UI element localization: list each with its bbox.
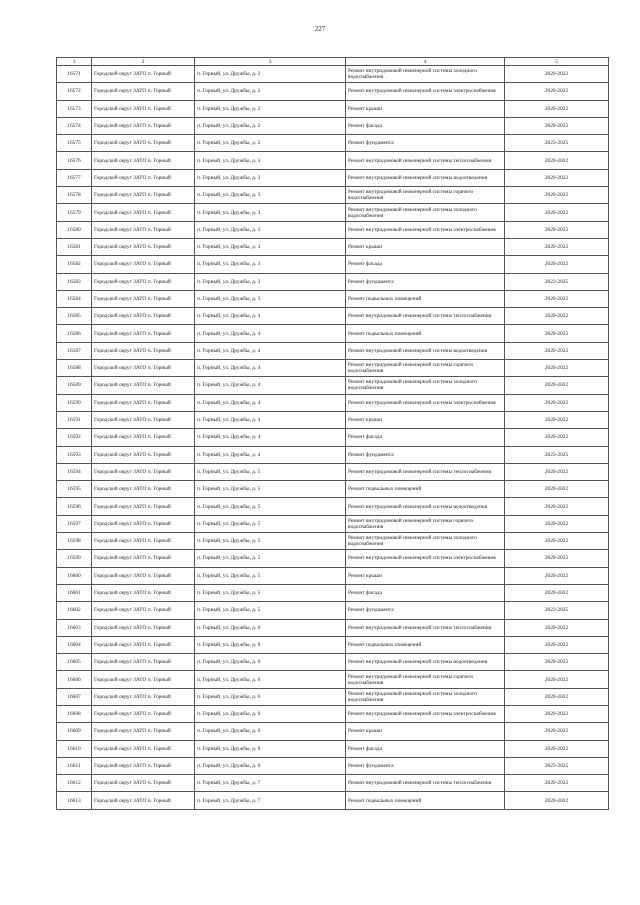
period-cell: 2020-2022 <box>505 533 609 550</box>
address-cell: п. Горный, ул. Дружбы, д. 6 <box>195 705 346 722</box>
work-type-cell: Ремонт внутридомовой инженерной системы холодного водоснабжения <box>346 66 505 83</box>
period-cell: 2020-2022 <box>505 619 609 636</box>
work-type-cell: Ремонт фасада <box>346 740 505 757</box>
table-row <box>57 446 609 463</box>
municipality-cell: Городской округ ЗАТО п. Горный <box>92 325 195 342</box>
table-row <box>57 256 609 273</box>
table-row <box>57 481 609 498</box>
period-cell: 2020-2022 <box>505 169 609 186</box>
municipality-cell: Городской округ ЗАТО п. Горный <box>92 100 195 117</box>
row-number-cell: 16577 <box>57 169 92 186</box>
work-type-cell: Ремонт фасада <box>346 117 505 134</box>
work-type-cell: Ремонт внутридомовой инженерной системы водоотведения <box>346 654 505 671</box>
row-number-cell: 16609 <box>57 723 92 740</box>
table-row <box>57 619 609 636</box>
period-cell: 2020-2022 <box>505 515 609 532</box>
address-cell: п. Горный, ул. Дружбы, д. 2 <box>195 135 346 152</box>
row-number-cell: 16611 <box>57 757 92 774</box>
row-number-cell: 16594 <box>57 463 92 480</box>
municipality-cell: Городской округ ЗАТО п. Горный <box>92 66 195 83</box>
address-cell: п. Горный, ул. Дружбы, д. 5 <box>195 463 346 480</box>
municipality-cell: Городской округ ЗАТО п. Горный <box>92 169 195 186</box>
table-row <box>57 671 609 688</box>
work-type-cell: Ремонт крыши <box>346 100 505 117</box>
period-cell: 2020-2022 <box>505 204 609 221</box>
row-number-cell: 16599 <box>57 550 92 567</box>
address-cell: п. Горный, ул. Дружбы, д. 3 <box>195 187 346 204</box>
address-cell: п. Горный, ул. Дружбы, д. 6 <box>195 636 346 653</box>
address-cell: п. Горный, ул. Дружбы, д. 4 <box>195 360 346 377</box>
table-row <box>57 66 609 83</box>
table-row <box>57 308 609 325</box>
municipality-cell: Городской округ ЗАТО п. Горный <box>92 83 195 100</box>
period-cell: 2020-2022 <box>505 83 609 100</box>
period-cell: 2020-2022 <box>505 290 609 307</box>
work-type-cell: Ремонт внутридомовой инженерной системы горячего водоснабжения <box>346 360 505 377</box>
municipality-cell: Городской округ ЗАТО п. Горный <box>92 757 195 774</box>
row-number-cell: 16600 <box>57 567 92 584</box>
row-number-cell: 16584 <box>57 290 92 307</box>
municipality-cell: Городской округ ЗАТО п. Горный <box>92 550 195 567</box>
column-number-4: 4 <box>346 58 505 66</box>
municipality-cell: Городской округ ЗАТО п. Горный <box>92 533 195 550</box>
row-number-cell: 16576 <box>57 152 92 169</box>
row-number-cell: 16574 <box>57 117 92 134</box>
row-number-cell: 16602 <box>57 602 92 619</box>
table-row <box>57 740 609 757</box>
address-cell: п. Горный, ул. Дружбы, д. 2 <box>195 66 346 83</box>
municipality-cell: Городской округ ЗАТО п. Горный <box>92 135 195 152</box>
table-row <box>57 238 609 255</box>
work-type-cell: Ремонт внутридомовой инженерной системы электроснабжения <box>346 83 505 100</box>
municipality-cell: Городской округ ЗАТО п. Горный <box>92 463 195 480</box>
address-cell: п. Горный, ул. Дружбы, д. 3 <box>195 204 346 221</box>
address-cell: п. Горный, ул. Дружбы, д. 4 <box>195 377 346 394</box>
column-number-1: 1 <box>57 58 92 66</box>
work-type-cell: Ремонт крыши <box>346 723 505 740</box>
municipality-cell: Городской округ ЗАТО п. Горный <box>92 654 195 671</box>
period-cell: 2020-2022 <box>505 187 609 204</box>
period-cell: 2020-2022 <box>505 498 609 515</box>
address-cell: п. Горный, ул. Дружбы, д. 5 <box>195 498 346 515</box>
address-cell: п. Горный, ул. Дружбы, д. 7 <box>195 775 346 792</box>
table-row <box>57 377 609 394</box>
period-cell: 2020-2022 <box>505 360 609 377</box>
table-row <box>57 636 609 653</box>
table-row <box>57 169 609 186</box>
work-type-cell: Ремонт внутридомовой инженерной системы водоотведения <box>346 169 505 186</box>
row-number-cell: 16572 <box>57 83 92 100</box>
municipality-cell: Городской округ ЗАТО п. Горный <box>92 671 195 688</box>
municipality-cell: Городской округ ЗАТО п. Горный <box>92 187 195 204</box>
municipality-cell: Городской округ ЗАТО п. Горный <box>92 238 195 255</box>
municipality-cell: Городской округ ЗАТО п. Горный <box>92 619 195 636</box>
row-number-cell: 16606 <box>57 671 92 688</box>
work-type-cell: Ремонт крыши <box>346 567 505 584</box>
table-row <box>57 498 609 515</box>
address-cell: п. Горный, ул. Дружбы, д. 5 <box>195 515 346 532</box>
municipality-cell: Городской округ ЗАТО п. Горный <box>92 377 195 394</box>
municipality-cell: Городской округ ЗАТО п. Горный <box>92 602 195 619</box>
address-cell: п. Горный, ул. Дружбы, д. 3 <box>195 221 346 238</box>
table-row <box>57 602 609 619</box>
table-row <box>57 550 609 567</box>
table-row <box>57 654 609 671</box>
page-number: 227 <box>314 25 326 33</box>
municipality-cell: Городской округ ЗАТО п. Горный <box>92 688 195 705</box>
municipality-cell: Городской округ ЗАТО п. Горный <box>92 723 195 740</box>
table-row <box>57 273 609 290</box>
address-cell: п. Горный, ул. Дружбы, д. 3 <box>195 256 346 273</box>
work-type-cell: Ремонт подвальных помещений <box>346 290 505 307</box>
work-type-cell: Ремонт фасада <box>346 429 505 446</box>
address-cell: п. Горный, ул. Дружбы, д. 5 <box>195 481 346 498</box>
work-type-cell: Ремонт внутридомовой инженерной системы горячего водоснабжения <box>346 187 505 204</box>
period-cell: 2020-2022 <box>505 66 609 83</box>
municipality-cell: Городской округ ЗАТО п. Горный <box>92 221 195 238</box>
work-type-cell: Ремонт фундамента <box>346 135 505 152</box>
work-type-cell: Ремонт внутридомовой инженерной системы горячего водоснабжения <box>346 671 505 688</box>
table-row <box>57 221 609 238</box>
period-cell: 2020-2022 <box>505 100 609 117</box>
address-cell: п. Горный, ул. Дружбы, д. 5 <box>195 533 346 550</box>
municipality-cell: Городской округ ЗАТО п. Горный <box>92 705 195 722</box>
table-row <box>57 394 609 411</box>
period-cell: 2020-2022 <box>505 394 609 411</box>
work-type-cell: Ремонт внутридомовой инженерной системы теплоснабжения <box>346 619 505 636</box>
period-cell: 2020-2022 <box>505 705 609 722</box>
municipality-cell: Городской округ ЗАТО п. Горный <box>92 308 195 325</box>
work-type-cell: Ремонт фундамента <box>346 273 505 290</box>
municipality-cell: Городской округ ЗАТО п. Горный <box>92 740 195 757</box>
table-row <box>57 723 609 740</box>
period-cell: 2023-2025 <box>505 446 609 463</box>
municipality-cell: Городской округ ЗАТО п. Горный <box>92 792 195 809</box>
work-type-cell: Ремонт внутридомовой инженерной системы водоотведения <box>346 498 505 515</box>
work-type-cell: Ремонт подвальных помещений <box>346 481 505 498</box>
work-type-cell: Ремонт фасада <box>346 584 505 601</box>
work-type-cell: Ремонт внутридомовой инженерной системы теплоснабжения <box>346 308 505 325</box>
row-number-cell: 16607 <box>57 688 92 705</box>
column-number-row <box>57 58 609 66</box>
municipality-cell: Городской округ ЗАТО п. Горный <box>92 256 195 273</box>
period-cell: 2020-2022 <box>505 221 609 238</box>
work-type-cell: Ремонт фасада <box>346 256 505 273</box>
work-type-cell: Ремонт крыши <box>346 411 505 428</box>
address-cell: п. Горный, ул. Дружбы, д. 2 <box>195 100 346 117</box>
municipality-cell: Городской округ ЗАТО п. Горный <box>92 515 195 532</box>
address-cell: п. Горный, ул. Дружбы, д. 3 <box>195 169 346 186</box>
work-type-cell: Ремонт внутридомовой инженерной системы теплоснабжения <box>346 775 505 792</box>
table-row <box>57 463 609 480</box>
table-row <box>57 775 609 792</box>
row-number-cell: 16593 <box>57 446 92 463</box>
period-cell: 2020-2022 <box>505 256 609 273</box>
column-number-5: 5 <box>505 58 609 66</box>
row-number-cell: 16589 <box>57 377 92 394</box>
address-cell: п. Горный, ул. Дружбы, д. 4 <box>195 394 346 411</box>
period-cell: 2020-2022 <box>505 342 609 359</box>
period-cell: 2020-2022 <box>505 654 609 671</box>
repair-registry-table <box>56 57 609 810</box>
row-number-cell: 16578 <box>57 187 92 204</box>
municipality-cell: Городской округ ЗАТО п. Горный <box>92 567 195 584</box>
work-type-cell: Ремонт фундамента <box>346 602 505 619</box>
row-number-cell: 16588 <box>57 360 92 377</box>
row-number-cell: 16601 <box>57 584 92 601</box>
period-cell: 2020-2022 <box>505 688 609 705</box>
period-cell: 2020-2022 <box>505 325 609 342</box>
address-cell: п. Горный, ул. Дружбы, д. 3 <box>195 290 346 307</box>
row-number-cell: 16571 <box>57 66 92 83</box>
address-cell: п. Горный, ул. Дружбы, д. 4 <box>195 429 346 446</box>
table-row <box>57 325 609 342</box>
address-cell: п. Горный, ул. Дружбы, д. 5 <box>195 584 346 601</box>
municipality-cell: Городской округ ЗАТО п. Горный <box>92 290 195 307</box>
table-row <box>57 152 609 169</box>
period-cell: 2020-2022 <box>505 152 609 169</box>
period-cell: 2020-2022 <box>505 429 609 446</box>
row-number-cell: 16575 <box>57 135 92 152</box>
row-number-cell: 16579 <box>57 204 92 221</box>
period-cell: 2023-2025 <box>505 602 609 619</box>
period-cell: 2020-2022 <box>505 723 609 740</box>
municipality-cell: Городской округ ЗАТО п. Горный <box>92 273 195 290</box>
municipality-cell: Городской округ ЗАТО п. Горный <box>92 360 195 377</box>
work-type-cell: Ремонт фундамента <box>346 757 505 774</box>
row-number-cell: 16598 <box>57 533 92 550</box>
work-type-cell: Ремонт подвальных помещений <box>346 792 505 809</box>
work-type-cell: Ремонт подвальных помещений <box>346 325 505 342</box>
work-type-cell: Ремонт фундамента <box>346 446 505 463</box>
work-type-cell: Ремонт внутридомовой инженерной системы водоотведения <box>346 342 505 359</box>
row-number-cell: 16592 <box>57 429 92 446</box>
address-cell: п. Горный, ул. Дружбы, д. 6 <box>195 671 346 688</box>
work-type-cell: Ремонт внутридомовой инженерной системы электроснабжения <box>346 394 505 411</box>
work-type-cell: Ремонт внутридомовой инженерной системы горячего водоснабжения <box>346 515 505 532</box>
address-cell: п. Горный, ул. Дружбы, д. 5 <box>195 567 346 584</box>
period-cell: 2020-2022 <box>505 463 609 480</box>
period-cell: 2020-2022 <box>505 481 609 498</box>
address-cell: п. Горный, ул. Дружбы, д. 4 <box>195 411 346 428</box>
row-number-cell: 16603 <box>57 619 92 636</box>
row-number-cell: 16604 <box>57 636 92 653</box>
municipality-cell: Городской округ ЗАТО п. Горный <box>92 117 195 134</box>
work-type-cell: Ремонт внутридомовой инженерной системы электроснабжения <box>346 221 505 238</box>
work-type-cell: Ремонт внутридомовой инженерной системы холодного водоснабжения <box>346 688 505 705</box>
address-cell: п. Горный, ул. Дружбы, д. 3 <box>195 273 346 290</box>
period-cell: 2023-2025 <box>505 757 609 774</box>
row-number-cell: 16585 <box>57 308 92 325</box>
work-type-cell: Ремонт внутридомовой инженерной системы электроснабжения <box>346 550 505 567</box>
table-row <box>57 290 609 307</box>
work-type-cell: Ремонт крыши <box>346 238 505 255</box>
row-number-cell: 16608 <box>57 705 92 722</box>
table-row <box>57 411 609 428</box>
address-cell: п. Горный, ул. Дружбы, д. 4 <box>195 325 346 342</box>
period-cell: 2020-2022 <box>505 792 609 809</box>
address-cell: п. Горный, ул. Дружбы, д. 4 <box>195 342 346 359</box>
address-cell: п. Горный, ул. Дружбы, д. 5 <box>195 602 346 619</box>
row-number-cell: 16590 <box>57 394 92 411</box>
table-row <box>57 135 609 152</box>
column-number-3: 3 <box>195 58 346 66</box>
address-cell: п. Горный, ул. Дружбы, д. 6 <box>195 740 346 757</box>
row-number-cell: 16587 <box>57 342 92 359</box>
municipality-cell: Городской округ ЗАТО п. Горный <box>92 481 195 498</box>
table-row <box>57 204 609 221</box>
registry-body <box>57 66 609 810</box>
period-cell: 2020-2022 <box>505 775 609 792</box>
table-row <box>57 429 609 446</box>
work-type-cell: Ремонт внутридомовой инженерной системы холодного водоснабжения <box>346 204 505 221</box>
municipality-cell: Городской округ ЗАТО п. Горный <box>92 584 195 601</box>
address-cell: п. Горный, ул. Дружбы, д. 3 <box>195 152 346 169</box>
table-row <box>57 342 609 359</box>
address-cell: п. Горный, ул. Дружбы, д. 4 <box>195 446 346 463</box>
municipality-cell: Городской округ ЗАТО п. Горный <box>92 446 195 463</box>
row-number-cell: 16596 <box>57 498 92 515</box>
column-number-2: 2 <box>92 58 195 66</box>
address-cell: п. Горный, ул. Дружбы, д. 2 <box>195 83 346 100</box>
period-cell: 2020-2022 <box>505 377 609 394</box>
work-type-cell: Ремонт внутридомовой инженерной системы теплоснабжения <box>346 463 505 480</box>
period-cell: 2020-2022 <box>505 636 609 653</box>
row-number-cell: 16610 <box>57 740 92 757</box>
period-cell: 2020-2022 <box>505 117 609 134</box>
work-type-cell: Ремонт внутридомовой инженерной системы теплоснабжения <box>346 152 505 169</box>
work-type-cell: Ремонт внутридомовой инженерной системы электроснабжения <box>346 705 505 722</box>
work-type-cell: Ремонт внутридомовой инженерной системы холодного водоснабжения <box>346 377 505 394</box>
work-type-cell: Ремонт внутридомовой инженерной системы холодного водоснабжения <box>346 533 505 550</box>
municipality-cell: Городской округ ЗАТО п. Горный <box>92 636 195 653</box>
table-row <box>57 584 609 601</box>
address-cell: п. Горный, ул. Дружбы, д. 6 <box>195 654 346 671</box>
period-cell: 2023-2025 <box>505 135 609 152</box>
period-cell: 2020-2022 <box>505 584 609 601</box>
row-number-cell: 16586 <box>57 325 92 342</box>
table-row <box>57 117 609 134</box>
address-cell: п. Горный, ул. Дружбы, д. 5 <box>195 550 346 567</box>
table-row <box>57 757 609 774</box>
row-number-cell: 16573 <box>57 100 92 117</box>
municipality-cell: Городской округ ЗАТО п. Горный <box>92 394 195 411</box>
row-number-cell: 16597 <box>57 515 92 532</box>
municipality-cell: Городской округ ЗАТО п. Горный <box>92 152 195 169</box>
address-cell: п. Горный, ул. Дружбы, д. 6 <box>195 688 346 705</box>
table-row <box>57 792 609 809</box>
row-number-cell: 16605 <box>57 654 92 671</box>
table-row <box>57 515 609 532</box>
row-number-cell: 16580 <box>57 221 92 238</box>
period-cell: 2020-2022 <box>505 740 609 757</box>
address-cell: п. Горный, ул. Дружбы, д. 7 <box>195 792 346 809</box>
municipality-cell: Городской округ ЗАТО п. Горный <box>92 411 195 428</box>
row-number-cell: 16583 <box>57 273 92 290</box>
table-row <box>57 100 609 117</box>
row-number-cell: 16612 <box>57 775 92 792</box>
period-cell: 2020-2022 <box>505 238 609 255</box>
municipality-cell: Городской округ ЗАТО п. Горный <box>92 204 195 221</box>
address-cell: п. Горный, ул. Дружбы, д. 4 <box>195 308 346 325</box>
period-cell: 2020-2022 <box>505 671 609 688</box>
address-cell: п. Горный, ул. Дружбы, д. 6 <box>195 619 346 636</box>
period-cell: 2023-2025 <box>505 273 609 290</box>
row-number-cell: 16613 <box>57 792 92 809</box>
row-number-cell: 16595 <box>57 481 92 498</box>
row-number-cell: 16582 <box>57 256 92 273</box>
period-cell: 2020-2022 <box>505 550 609 567</box>
municipality-cell: Городской округ ЗАТО п. Горный <box>92 498 195 515</box>
table-row <box>57 533 609 550</box>
table-row <box>57 688 609 705</box>
period-cell: 2020-2022 <box>505 308 609 325</box>
address-cell: п. Горный, ул. Дружбы, д. 6 <box>195 723 346 740</box>
municipality-cell: Городской округ ЗАТО п. Горный <box>92 429 195 446</box>
period-cell: 2020-2022 <box>505 411 609 428</box>
table-row <box>57 83 609 100</box>
work-type-cell: Ремонт подвальных помещений <box>346 636 505 653</box>
table-row <box>57 187 609 204</box>
municipality-cell: Городской округ ЗАТО п. Горный <box>92 775 195 792</box>
table-row <box>57 360 609 377</box>
period-cell: 2020-2022 <box>505 567 609 584</box>
address-cell: п. Горный, ул. Дружбы, д. 6 <box>195 757 346 774</box>
table-row <box>57 705 609 722</box>
address-cell: п. Горный, ул. Дружбы, д. 3 <box>195 238 346 255</box>
row-number-cell: 16591 <box>57 411 92 428</box>
row-number-cell: 16581 <box>57 238 92 255</box>
municipality-cell: Городской округ ЗАТО п. Горный <box>92 342 195 359</box>
table-row <box>57 567 609 584</box>
address-cell: п. Горный, ул. Дружбы, д. 2 <box>195 117 346 134</box>
